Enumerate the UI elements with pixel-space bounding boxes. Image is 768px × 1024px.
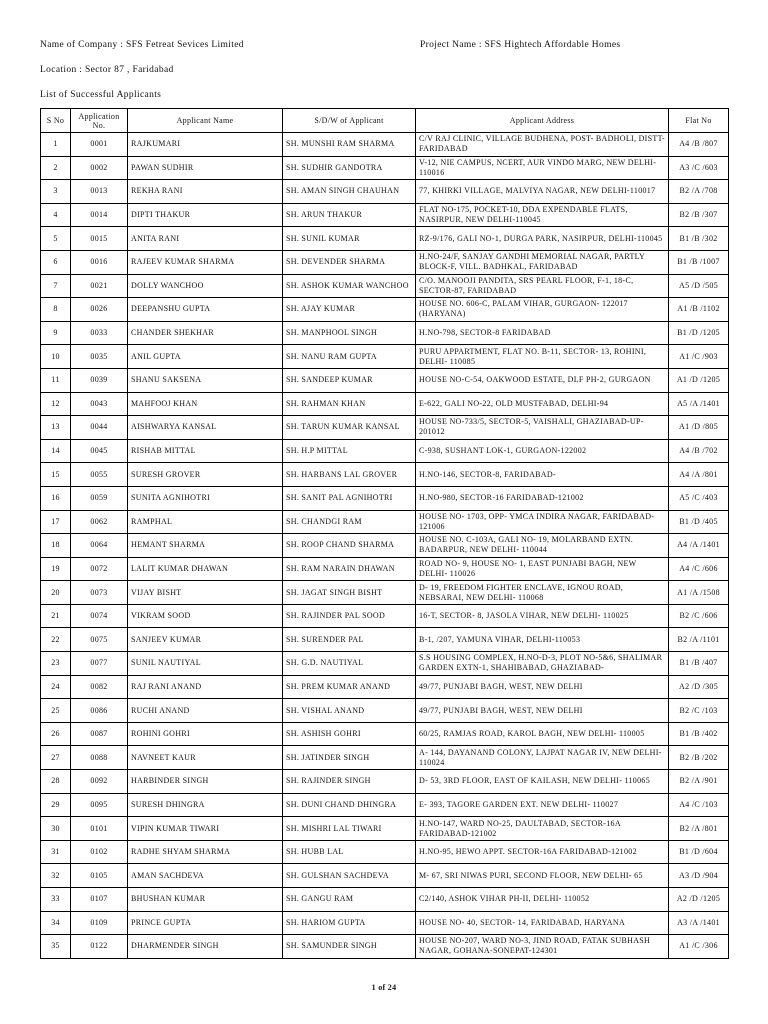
cell-application-no: 0016 [71, 250, 128, 274]
cell-flat-no: A1 /A /1508 [669, 581, 729, 605]
cell-address-container [416, 321, 669, 345]
cell-flat-no: B2 /A /1101 [669, 628, 729, 652]
cell-application-no: 0014 [71, 203, 128, 227]
cell-application-no: 0107 [71, 888, 128, 912]
cell-address-container [416, 250, 669, 274]
page-number: 1 of 24 [371, 983, 397, 992]
cell-relation-name: SH. ARUN THAKUR [283, 203, 416, 227]
cell-application-no: 0044 [71, 416, 128, 440]
cell-relation-name: SH. JAGAT SINGH BISHT [283, 581, 416, 605]
cell-flat-no: A5 /D /505 [669, 274, 729, 298]
cell-applicant-name: DOLLY WANCHOO [128, 274, 283, 298]
cell-address-container [416, 746, 669, 770]
cell-application-no: 0095 [71, 793, 128, 817]
cell-applicant-name: RUCHI ANAND [128, 699, 283, 723]
cell-flat-no: B1 /D /1205 [669, 321, 729, 345]
cell-s-no: 26 [41, 722, 71, 746]
cell-s-no: 20 [41, 581, 71, 605]
cell-address: H.NO-24/F, SANJAY GANDHI MEMORIAL NAGAR, PARTLY BLOCK-F, VILL. BADHKAL, FARIDABAD [419, 252, 645, 272]
table-row [41, 345, 729, 369]
table-row [41, 652, 729, 676]
cell-relation-name: SH. SURENDER PAL [283, 628, 416, 652]
cell-s-no: 1 [41, 133, 71, 157]
cell-address: H.NO-798, SECTOR-8 FARIDABAD [419, 328, 551, 338]
table-row [41, 274, 729, 298]
cell-application-no: 0073 [71, 581, 128, 605]
cell-flat-no: A3 /A /1401 [669, 911, 729, 935]
cell-address-container [416, 911, 669, 935]
cell-relation-name: SH. SANDEEP KUMAR [283, 368, 416, 392]
cell-address-container [416, 628, 669, 652]
cell-address: M- 67, SRI NIWAS PURI, SECOND FLOOR, NEW DELHI- 65 [419, 870, 643, 880]
cell-address-container [416, 298, 669, 322]
cell-address-container [416, 864, 669, 888]
cell-s-no: 13 [41, 416, 71, 440]
cell-relation-name: SH. TARUN KUMAR KANSAL [283, 416, 416, 440]
cell-applicant-name: ANITA RANI [128, 227, 283, 251]
cell-flat-no: B2 /B /202 [669, 746, 729, 770]
table-row [41, 746, 729, 770]
cell-flat-no: B1 /B /302 [669, 227, 729, 251]
table-row [41, 486, 729, 510]
cell-s-no: 23 [41, 652, 71, 676]
cell-address: E- 393, TAGORE GARDEN EXT. NEW DELHI- 110027 [419, 799, 619, 809]
cell-address: HOUSE NO. C-103A, GALI NO- 19, MOLARBAND EXTN. BADARPUR, NEW DELHI- 110044 [419, 535, 634, 555]
table-row [41, 298, 729, 322]
cell-address: A- 144, DAYANAND COLONY, LAJPAT NAGAR IV, NEW DELHI- 110024 [419, 747, 662, 767]
cell-applicant-name: VIKRAM SOOD [128, 604, 283, 628]
cell-application-no: 0102 [71, 840, 128, 864]
table-row [41, 557, 729, 581]
cell-applicant-name: MAHFOOJ KHAN [128, 392, 283, 416]
cell-address: HOUSE NO- 1703, OPP- YMCA INDIRA NAGAR, FARIDABAD- 121006 [419, 511, 655, 531]
cell-address-container [416, 180, 669, 204]
cell-relation-name: SH. SUDHIR GANDOTRA [283, 156, 416, 180]
cell-application-no: 0122 [71, 935, 128, 959]
cell-applicant-name: PRINCE GUPTA [128, 911, 283, 935]
cell-address-container [416, 793, 669, 817]
cell-address-container [416, 699, 669, 723]
table-row [41, 581, 729, 605]
cell-address-container [416, 675, 669, 699]
cell-s-no: 2 [41, 156, 71, 180]
table-row [41, 817, 729, 841]
cell-address: E-622, GALI NO-22, OLD MUSTFABAD, DELHI-94 [419, 398, 609, 408]
cell-applicant-name: NAVNEET KAUR [128, 746, 283, 770]
cell-application-no: 0082 [71, 675, 128, 699]
cell-flat-no: A4 /B /807 [669, 133, 729, 157]
table-header-row [41, 109, 729, 133]
table-body [41, 133, 729, 959]
cell-flat-no: B2 /A /708 [669, 180, 729, 204]
column-header-flat-no: Flat No [669, 109, 729, 133]
cell-s-no: 9 [41, 321, 71, 345]
cell-applicant-name: RAJEEV KUMAR SHARMA [128, 250, 283, 274]
cell-address: FLAT NO-175, POCKET-10, DDA EXPENDABLE FLATS, NASIRPUR, NEW DELHI-110045 [419, 205, 628, 225]
cell-address-container [416, 203, 669, 227]
cell-s-no: 14 [41, 439, 71, 463]
table-row [41, 416, 729, 440]
cell-address-container [416, 156, 669, 180]
cell-s-no: 30 [41, 817, 71, 841]
cell-applicant-name: DHARMENDER SINGH [128, 935, 283, 959]
cell-flat-no: A2 /D /1205 [669, 888, 729, 912]
cell-address: HOUSE NO-207, WARD NO-3, JIND ROAD, FATAK SUBHASH NAGAR, GOHANA-SONEPAT-124301 [419, 936, 651, 956]
cell-application-no: 0002 [71, 156, 128, 180]
cell-relation-name: SH. RAJINDER PAL SOOD [283, 604, 416, 628]
table-row [41, 722, 729, 746]
cell-address-container [416, 345, 669, 369]
cell-s-no: 27 [41, 746, 71, 770]
project-location: Location : Sector 87 , Faridabad [40, 65, 174, 75]
cell-relation-name: SH. MISHRI LAL TIWARI [283, 817, 416, 841]
cell-applicant-name: SURESH GROVER [128, 463, 283, 487]
cell-flat-no: A3 /D /904 [669, 864, 729, 888]
cell-address: RZ-9/176, GALI NO-1, DURGA PARK, NASIRPUR, DELHI-110045 [419, 233, 663, 243]
cell-relation-name: SH. SUNIL KUMAR [283, 227, 416, 251]
cell-address-container [416, 652, 669, 676]
table-row [41, 604, 729, 628]
cell-address: 49/77, PUNJABI BAGH, WEST, NEW DELHI [419, 705, 583, 715]
cell-flat-no: A2 /D /305 [669, 675, 729, 699]
cell-relation-name: SH. SANIT PAL AGNIHOTRI [283, 486, 416, 510]
cell-application-no: 0072 [71, 557, 128, 581]
table-row [41, 133, 729, 157]
cell-flat-no: B1 /B /402 [669, 722, 729, 746]
cell-s-no: 33 [41, 888, 71, 912]
cell-applicant-name: LALIT KUMAR DHAWAN [128, 557, 283, 581]
table-row [41, 911, 729, 935]
cell-applicant-name: ANIL GUPTA [128, 345, 283, 369]
cell-address-container [416, 604, 669, 628]
cell-flat-no: A1 /B /1102 [669, 298, 729, 322]
cell-relation-name: SH. G.D. NAUTIYAL [283, 652, 416, 676]
cell-address: H.NO-95, HEWO APPT. SECTOR-16A FARIDABAD-121002 [419, 847, 637, 857]
cell-address-container [416, 510, 669, 534]
cell-relation-name: SH. AMAN SINGH CHAUHAN [283, 180, 416, 204]
cell-relation-name: SH. GANGU RAM [283, 888, 416, 912]
cell-s-no: 29 [41, 793, 71, 817]
cell-application-no: 0077 [71, 652, 128, 676]
table-row [41, 439, 729, 463]
cell-flat-no: B2 /C /606 [669, 604, 729, 628]
table-row [41, 227, 729, 251]
table-row [41, 368, 729, 392]
cell-address: H.NO-980, SECTOR-16 FARIDABAD-121002 [419, 493, 584, 503]
cell-relation-name: SH. HUBB LAL [283, 840, 416, 864]
table-row [41, 699, 729, 723]
cell-s-no: 7 [41, 274, 71, 298]
cell-s-no: 28 [41, 770, 71, 794]
cell-address: C-938, SUSHANT LOK-1, GURGAON-122002 [419, 446, 587, 456]
cell-application-no: 0059 [71, 486, 128, 510]
cell-applicant-name: HARBINDER SINGH [128, 770, 283, 794]
table-row [41, 888, 729, 912]
company-name: Name of Company : SFS Fetreat Sevices Limited [40, 40, 244, 50]
cell-s-no: 35 [41, 935, 71, 959]
column-header-address: Applicant Address [416, 109, 669, 133]
cell-flat-no: B1 /B /1007 [669, 250, 729, 274]
cell-applicant-name: SUNITA AGNIHOTRI [128, 486, 283, 510]
cell-flat-no: B1 /D /604 [669, 840, 729, 864]
cell-address-container [416, 935, 669, 959]
cell-address-container [416, 463, 669, 487]
cell-relation-name: SH. MANPHOOL SINGH [283, 321, 416, 345]
table-row [41, 675, 729, 699]
list-title: List of Successful Applicants [40, 90, 162, 100]
cell-address-container [416, 534, 669, 558]
cell-relation-name: SH. ASHOK KUMAR WANCHOO [283, 274, 416, 298]
cell-address: 49/77, PUNJABI BAGH, WEST, NEW DELHI [419, 681, 583, 691]
cell-applicant-name: RAJ RANI ANAND [128, 675, 283, 699]
column-header-relation: S/D/W of Applicant [283, 109, 416, 133]
cell-address: S.S HOUSING COMPLEX, H.NO-D-3, PLOT NO-5&6, SHALIMAR GARDEN EXTN-1, SHAHIBABAD, GHAZIABAD- [419, 653, 663, 673]
cell-address-container [416, 439, 669, 463]
cell-s-no: 24 [41, 675, 71, 699]
cell-address: 16-T, SECTOR- 8, JASOLA VIHAR, NEW DELHI- 110025 [419, 611, 629, 621]
cell-address-container [416, 840, 669, 864]
table-row [41, 203, 729, 227]
cell-relation-name: SH. SAMUNDER SINGH [283, 935, 416, 959]
table-row [41, 770, 729, 794]
cell-address: D- 53, 3RD FLOOR, EAST OF KAILASH, NEW DELHI- 110065 [419, 776, 651, 786]
cell-application-no: 0001 [71, 133, 128, 157]
table-row [41, 864, 729, 888]
cell-flat-no: A4 /C /606 [669, 557, 729, 581]
cell-address-container [416, 274, 669, 298]
cell-relation-name: SH. AJAY KUMAR [283, 298, 416, 322]
cell-relation-name: SH. RAM NARAIN DHAWAN [283, 557, 416, 581]
cell-s-no: 22 [41, 628, 71, 652]
cell-address: V-12, NIE CAMPUS, NCERT, AUR VINDO MARG, NEW DELHI-110016 [419, 157, 657, 177]
cell-s-no: 31 [41, 840, 71, 864]
cell-address: HOUSE NO. 606-C, PALAM VIHAR, GURGAON- 122017 (HARYANA) [419, 299, 628, 319]
cell-relation-name: SH. VISHAL ANAND [283, 699, 416, 723]
cell-application-no: 0045 [71, 439, 128, 463]
cell-application-no: 0088 [71, 746, 128, 770]
cell-applicant-name: SHANU SAKSENA [128, 368, 283, 392]
cell-flat-no: A4 /C /103 [669, 793, 729, 817]
cell-s-no: 12 [41, 392, 71, 416]
cell-s-no: 10 [41, 345, 71, 369]
cell-applicant-name: RAMPHAL [128, 510, 283, 534]
cell-relation-name: SH. ASHISH GOHRI [283, 722, 416, 746]
column-header-s-no: S No [41, 109, 71, 133]
cell-s-no: 17 [41, 510, 71, 534]
cell-application-no: 0064 [71, 534, 128, 558]
table-row [41, 392, 729, 416]
column-header-application-no [71, 109, 128, 133]
cell-relation-name: SH. DUNI CHAND DHINGRA [283, 793, 416, 817]
cell-flat-no: B1 /B /407 [669, 652, 729, 676]
cell-s-no: 16 [41, 486, 71, 510]
applicants-table [40, 108, 729, 959]
cell-flat-no: A4 /A /801 [669, 463, 729, 487]
cell-address: C2/140, ASHOK VIHAR PH-II, DELHI- 110052 [419, 894, 590, 904]
cell-applicant-name: RADHE SHYAM SHARMA [128, 840, 283, 864]
cell-address: H.NO-146, SECTOR-8, FARIDABAD- [419, 469, 556, 479]
cell-address: HOUSE NO- 40, SECTOR- 14, FARIDABAD, HARYANA [419, 917, 626, 927]
cell-applicant-name: DEEPANSHU GUPTA [128, 298, 283, 322]
cell-address: C/O. MANOOJI PANDITA, SRS PEARL FLOOR, F-1, 18-C, SECTOR-87, FARIDABAD [419, 275, 634, 295]
cell-application-no: 0062 [71, 510, 128, 534]
cell-relation-name: SH. RAJINDER SINGH [283, 770, 416, 794]
cell-relation-name: SH. RAHMAN KHAN [283, 392, 416, 416]
cell-address-container [416, 581, 669, 605]
cell-applicant-name: VIJAY BISHT [128, 581, 283, 605]
cell-flat-no: B1 /D /405 [669, 510, 729, 534]
cell-address-container [416, 227, 669, 251]
cell-applicant-name: VIPIN KUMAR TIWARI [128, 817, 283, 841]
cell-application-no: 0101 [71, 817, 128, 841]
cell-s-no: 5 [41, 227, 71, 251]
cell-applicant-name: HEMANT SHARMA [128, 534, 283, 558]
cell-address: HOUSE NO-C-54, OAKWOOD ESTATE, DLF PH-2, GURGAON [419, 375, 651, 385]
cell-relation-name: SH. NANU RAM GUPTA [283, 345, 416, 369]
cell-applicant-name: SUNIL NAUTIYAL [128, 652, 283, 676]
cell-s-no: 18 [41, 534, 71, 558]
table-row [41, 935, 729, 959]
cell-flat-no: B2 /A /901 [669, 770, 729, 794]
cell-flat-no: B2 /B /307 [669, 203, 729, 227]
table-row [41, 534, 729, 558]
table-row [41, 156, 729, 180]
cell-address: HOUSE NO-733/5, SECTOR-5, VAISHALI, GHAZIABAD-UP-201012 [419, 417, 644, 437]
cell-relation-name: SH. ROOP CHAND SHARMA [283, 534, 416, 558]
project-name: Project Name : SFS Hightech Affordable Homes [420, 40, 621, 50]
cell-relation-name: SH. HARBANS LAL GROVER [283, 463, 416, 487]
cell-application-no: 0013 [71, 180, 128, 204]
cell-address-container [416, 133, 669, 157]
cell-address-container [416, 486, 669, 510]
cell-address-container [416, 392, 669, 416]
cell-relation-name: SH. JATINDER SINGH [283, 746, 416, 770]
cell-relation-name: SH. DEVENDER SHARMA [283, 250, 416, 274]
cell-s-no: 8 [41, 298, 71, 322]
cell-s-no: 15 [41, 463, 71, 487]
cell-relation-name: SH. GULSHAN SACHDEVA [283, 864, 416, 888]
cell-relation-name: SH. H.P MITTAL [283, 439, 416, 463]
cell-flat-no: B2 /A /801 [669, 817, 729, 841]
cell-s-no: 21 [41, 604, 71, 628]
cell-address-container [416, 722, 669, 746]
cell-application-no: 0109 [71, 911, 128, 935]
cell-address: PURU APPARTMENT, FLAT NO. B-11, SECTOR- 13, ROHINI, DELHI- 110085 [419, 346, 647, 366]
cell-flat-no: A1 /C /306 [669, 935, 729, 959]
cell-applicant-name: RAJKUMARI [128, 133, 283, 157]
column-header-application-no-label: Application No. [78, 111, 120, 130]
cell-applicant-name: BHUSHAN KUMAR [128, 888, 283, 912]
cell-flat-no: A5 /A /1401 [669, 392, 729, 416]
table-row [41, 510, 729, 534]
cell-application-no: 0021 [71, 274, 128, 298]
cell-s-no: 32 [41, 864, 71, 888]
cell-application-no: 0092 [71, 770, 128, 794]
table-row [41, 628, 729, 652]
cell-application-no: 0033 [71, 321, 128, 345]
table-row [41, 180, 729, 204]
cell-address: D- 19, FREEDOM FIGHTER ENCLAVE, IGNOU ROAD, NEBSARAI, NEW DELHI- 110068 [419, 582, 624, 602]
cell-relation-name: SH. CHANDGI RAM [283, 510, 416, 534]
cell-applicant-name: AISHWARYA KANSAL [128, 416, 283, 440]
cell-applicant-name: AMAN SACHDEVA [128, 864, 283, 888]
cell-application-no: 0086 [71, 699, 128, 723]
cell-s-no: 4 [41, 203, 71, 227]
cell-application-no: 0105 [71, 864, 128, 888]
cell-address: 77, KHIRKI VILLAGE, MALVIYA NAGAR, NEW DELHI-110017 [419, 186, 656, 196]
cell-application-no: 0074 [71, 604, 128, 628]
cell-s-no: 19 [41, 557, 71, 581]
column-header-applicant-name: Applicant Name [128, 109, 283, 133]
cell-application-no: 0035 [71, 345, 128, 369]
cell-address-container [416, 557, 669, 581]
cell-address-container [416, 368, 669, 392]
cell-applicant-name: SANJEEV KUMAR [128, 628, 283, 652]
cell-s-no: 25 [41, 699, 71, 723]
cell-applicant-name: SURESH DHINGRA [128, 793, 283, 817]
cell-address: B-1, /207, YAMUNA VIHAR, DELHI-110053 [419, 634, 581, 644]
cell-address: H.NO-147, WARD NO-25, DAULTABAD, SECTOR-16A FARIDABAD-121002 [419, 818, 621, 838]
cell-flat-no: B2 /C /103 [669, 699, 729, 723]
cell-application-no: 0055 [71, 463, 128, 487]
cell-flat-no: A1 /D /1205 [669, 368, 729, 392]
cell-s-no: 11 [41, 368, 71, 392]
cell-address-container [416, 817, 669, 841]
cell-application-no: 0039 [71, 368, 128, 392]
cell-s-no: 3 [41, 180, 71, 204]
cell-flat-no: A1 /C /903 [669, 345, 729, 369]
cell-flat-no: A4 /A /1401 [669, 534, 729, 558]
cell-address-container [416, 888, 669, 912]
cell-applicant-name: RISHAB MITTAL [128, 439, 283, 463]
cell-applicant-name: REKHA RANI [128, 180, 283, 204]
cell-applicant-name: PAWAN SUDHIR [128, 156, 283, 180]
cell-application-no: 0015 [71, 227, 128, 251]
cell-address: 60/25, RAMJAS ROAD, KAROL BAGH, NEW DELHI- 110005 [419, 729, 645, 739]
cell-address-container [416, 416, 669, 440]
table-row [41, 321, 729, 345]
cell-applicant-name: DIPTI THAKUR [128, 203, 283, 227]
cell-address-container [416, 770, 669, 794]
cell-relation-name: SH. HARIOM GUPTA [283, 911, 416, 935]
table-row [41, 840, 729, 864]
cell-application-no: 0087 [71, 722, 128, 746]
cell-relation-name: SH. MUNSHI RAM SHARMA [283, 133, 416, 157]
cell-application-no: 0026 [71, 298, 128, 322]
table-row [41, 793, 729, 817]
cell-address: C/V RAJ CLINIC, VILLAGE BUDHENA, POST- BADHOLI, DISTT- FARIDABAD [419, 134, 665, 154]
cell-applicant-name: CHANDER SHEKHAR [128, 321, 283, 345]
table-row [41, 250, 729, 274]
cell-s-no: 6 [41, 250, 71, 274]
cell-address: ROAD NO- 9, HOUSE NO- 1, EAST PUNJABI BAGH, NEW DELHI- 110026 [419, 558, 637, 578]
cell-application-no: 0075 [71, 628, 128, 652]
cell-flat-no: A3 /C /603 [669, 156, 729, 180]
cell-flat-no: A5 /C /403 [669, 486, 729, 510]
cell-flat-no: A4 /B /702 [669, 439, 729, 463]
cell-applicant-name: ROHINI GOHRI [128, 722, 283, 746]
cell-application-no: 0043 [71, 392, 128, 416]
cell-s-no: 34 [41, 911, 71, 935]
cell-relation-name: SH. PREM KUMAR ANAND [283, 675, 416, 699]
table-row [41, 463, 729, 487]
cell-flat-no: A1 /D /805 [669, 416, 729, 440]
